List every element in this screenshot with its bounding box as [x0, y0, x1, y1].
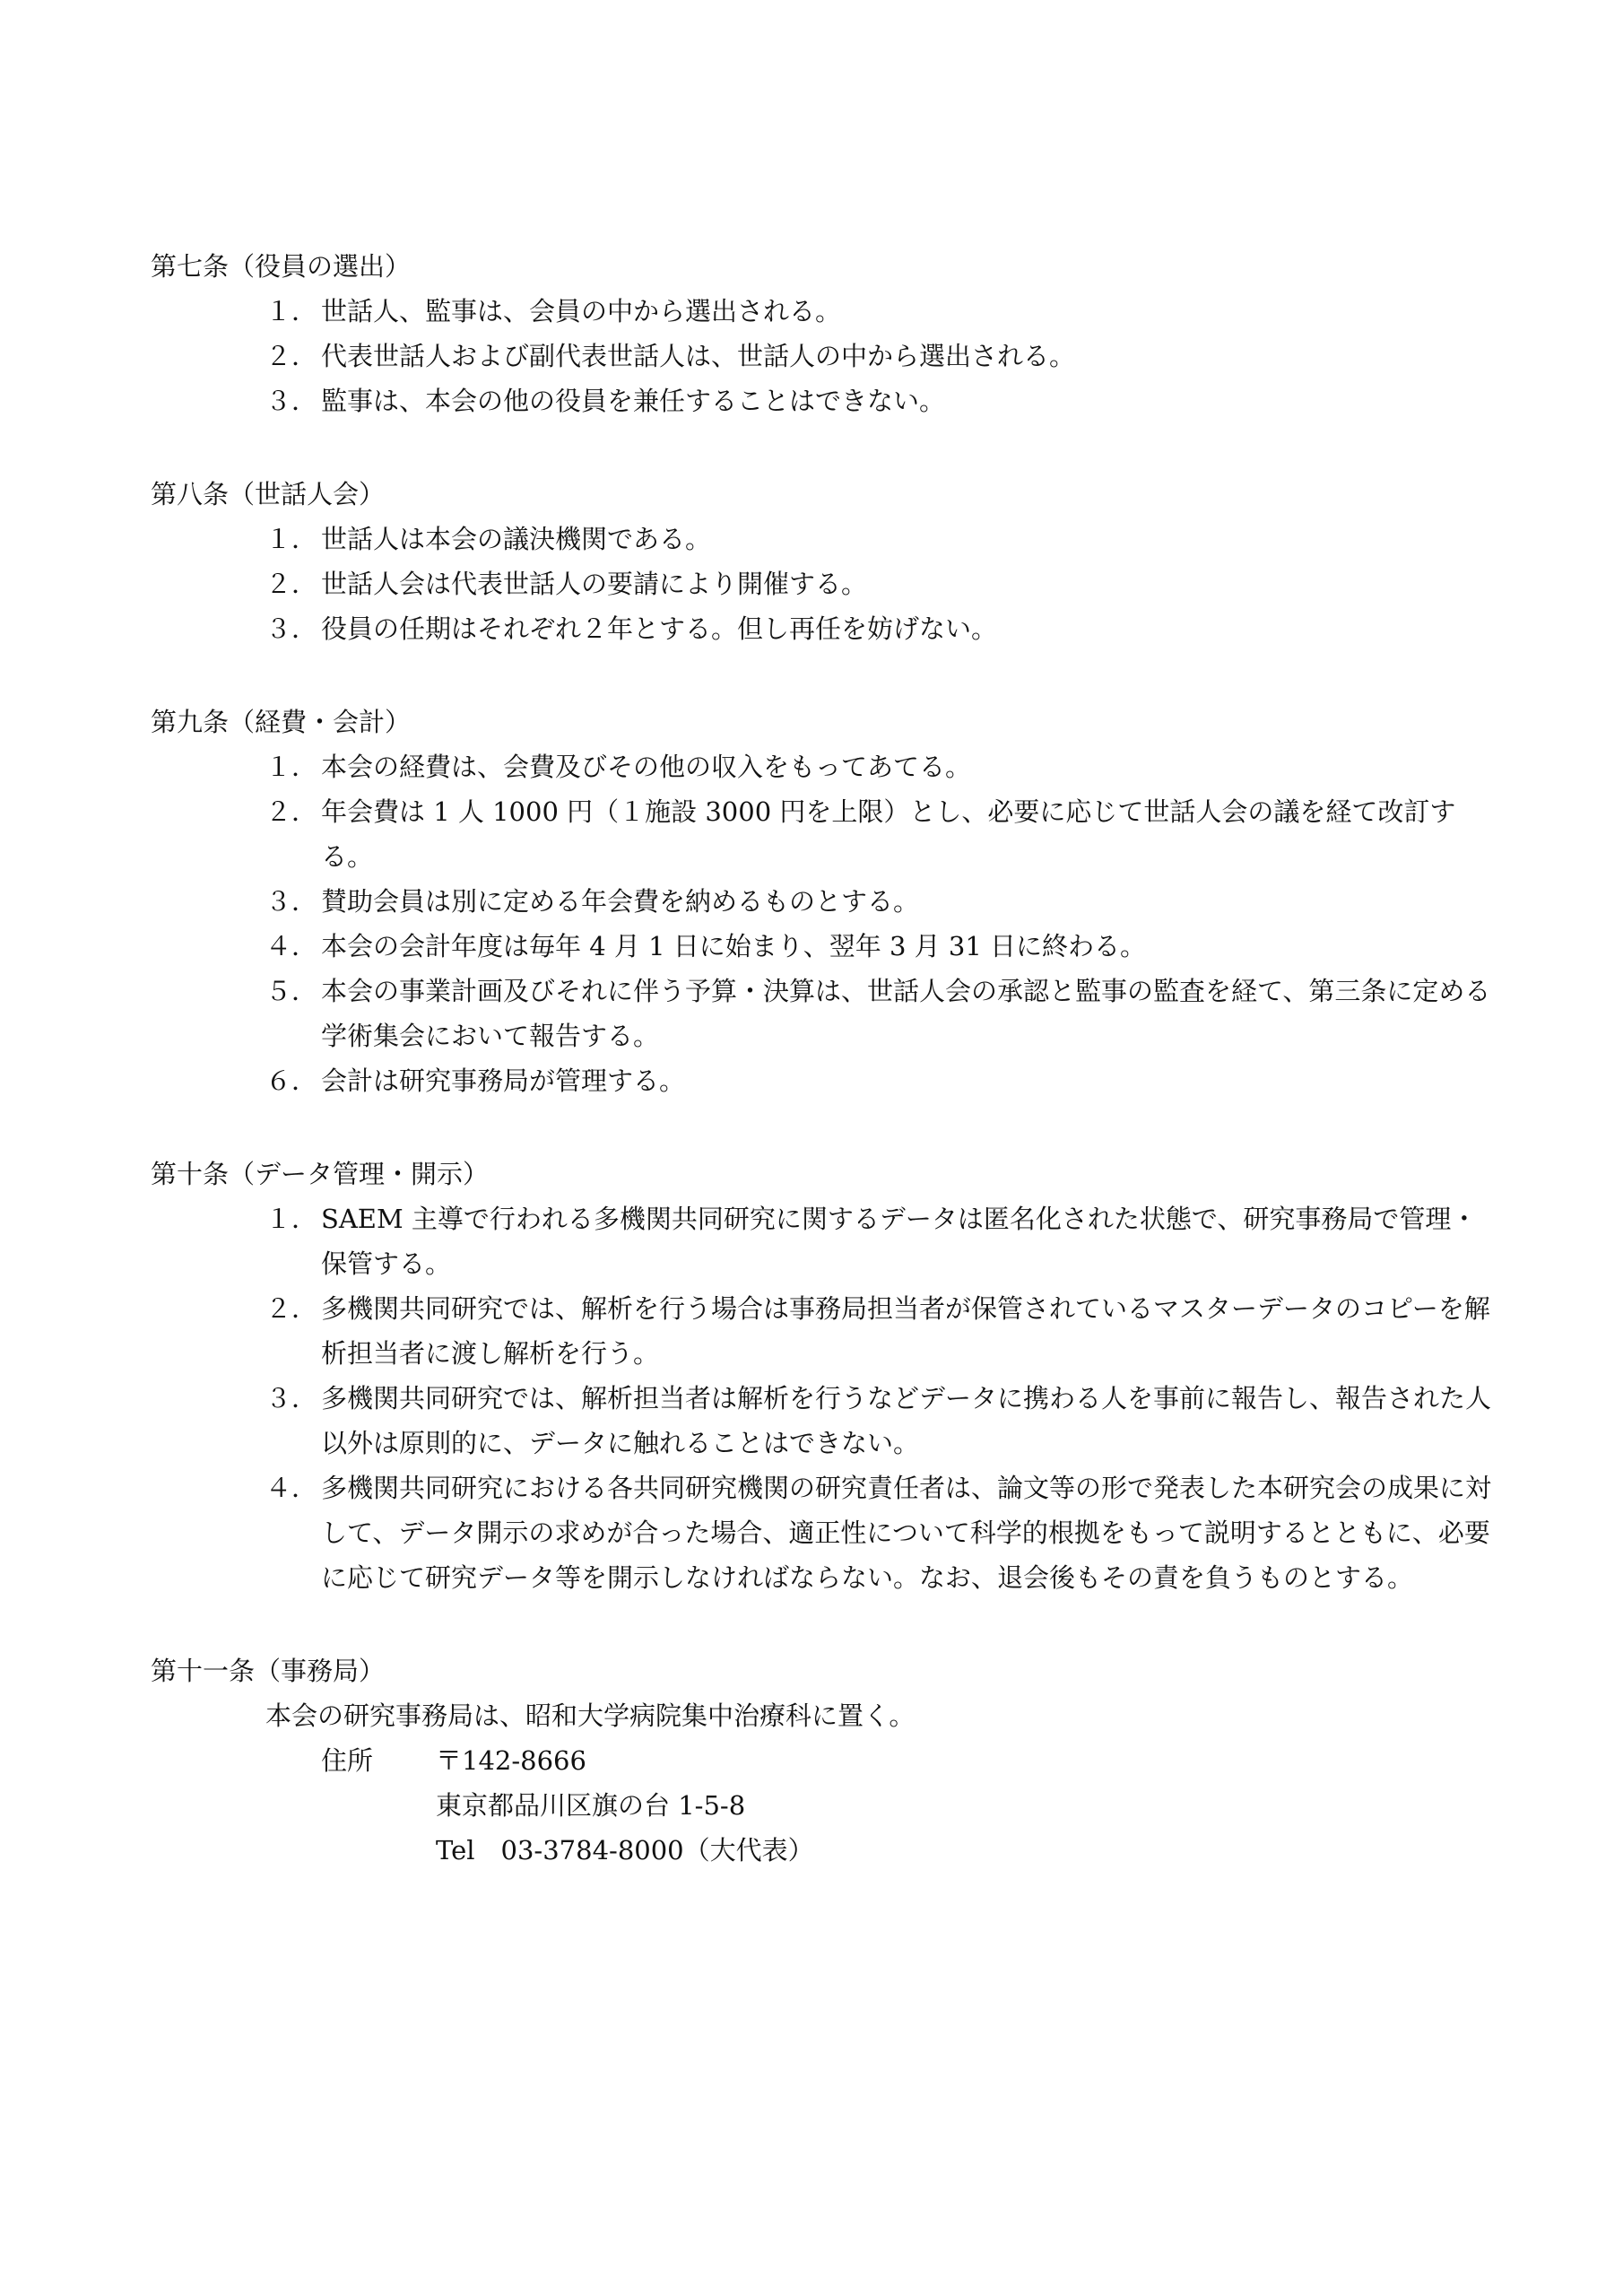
- article-heading: 第十条（データ管理・開示）: [151, 1159, 490, 1189]
- item-text: 会計は研究事務局が管理する。: [321, 1065, 686, 1096]
- item-number: １．: [265, 296, 318, 326]
- article-8: [151, 472, 1496, 651]
- item-number: ４．: [265, 1473, 318, 1503]
- address-line: [151, 1738, 1496, 1783]
- article-item: [151, 789, 1496, 879]
- item-text: 年会費は 1 人 1000 円（１施設 3000 円を上限）とし、必要に応じて世話人会の議を経て改訂する。: [321, 796, 1456, 872]
- item-text: 役員の任期はそれぞれ２年とする。但し再任を妨げない。: [321, 613, 998, 644]
- item-text: 多機関共同研究では、解析担当者は解析を行うなどデータに携わる人を事前に報告し、報告された人以外は原則的に、データに触れることはできない。: [321, 1383, 1492, 1458]
- item-text: 代表世話人および副代表世話人は、世話人の中から選出される。: [321, 341, 1076, 371]
- item-text: 世話人、監事は、会員の中から選出される。: [321, 296, 842, 326]
- article-item: [151, 289, 1496, 334]
- item-number: ３．: [265, 886, 318, 917]
- article-heading: 第七条（役員の選出）: [151, 251, 412, 282]
- item-number: １．: [265, 524, 318, 554]
- telephone: Tel 03-3784-8000（大代表）: [436, 1835, 814, 1866]
- item-text: 監事は、本会の他の役員を兼任することはできない。: [321, 386, 946, 416]
- article-item: [151, 334, 1496, 378]
- postal-code: 〒142-8666: [436, 1745, 586, 1776]
- item-text: 本会の会計年度は毎年 4 月 1 日に始まり、翌年 3 月 31 日に終わる。: [321, 931, 1147, 961]
- article-7: [151, 244, 1496, 423]
- item-text: 本会の事業計画及びそれに伴う予算・決算は、世話人会の承認と監事の監査を経て、第三条に定める学術集会において報告する。: [321, 976, 1491, 1051]
- item-number: ３．: [265, 386, 318, 416]
- article-item: [151, 606, 1496, 651]
- item-text: SAEM 主導で行われる多機関共同研究に関するデータは匿名化された状態で、研究事務局で管理・保管する。: [321, 1204, 1478, 1279]
- item-text: 本会の経費は、会費及びその他の収入をもってあてる。: [321, 752, 972, 782]
- article-item: [151, 1465, 1496, 1600]
- item-text: 賛助会員は別に定める年会費を納めるものとする。: [321, 886, 920, 917]
- item-number: ２．: [265, 1293, 318, 1324]
- article-item: [151, 1058, 1496, 1103]
- item-number: ４．: [265, 931, 318, 961]
- item-number: １．: [265, 752, 318, 782]
- item-number: ３．: [265, 1383, 318, 1413]
- article-item: [151, 924, 1496, 969]
- item-number: ２．: [265, 341, 318, 371]
- article-item: [151, 561, 1496, 606]
- item-number: ２．: [265, 569, 318, 599]
- article-item: [151, 1286, 1496, 1376]
- street-address: 東京都品川区旗の台 1-5-8: [436, 1790, 746, 1821]
- item-number: １．: [265, 1204, 318, 1234]
- document-page: [151, 244, 1496, 1921]
- article-item: [151, 744, 1496, 789]
- item-text: 多機関共同研究における各共同研究機関の研究責任者は、論文等の形で発表した本研究会の成果に対して、データ開示の求めが合った場合、適正性について科学的根拠をもって説明するとともに、必要に応じて研究データ等を開示しなければならない。なお、退会後もその責を負うものとする。: [321, 1473, 1492, 1593]
- article-item: [151, 378, 1496, 423]
- address-label: 住所: [321, 1745, 374, 1776]
- item-text: 世話人会は代表世話人の要請により開催する。: [321, 569, 868, 599]
- office-statement: 本会の研究事務局は、昭和大学病院集中治療科に置く。: [265, 1700, 916, 1731]
- article-heading: 第十一条（事務局）: [151, 1656, 386, 1686]
- article-item: [151, 879, 1496, 924]
- item-number: ６．: [265, 1065, 318, 1096]
- article-9: [151, 700, 1496, 1103]
- article-item: [151, 1196, 1496, 1286]
- item-text: 世話人は本会の議決機関である。: [321, 524, 712, 554]
- item-text: 多機関共同研究では、解析を行う場合は事務局担当者が保管されているマスターデータのコピーを解析担当者に渡し解析を行う。: [321, 1293, 1490, 1369]
- article-10: [151, 1152, 1496, 1600]
- article-11: [151, 1648, 1496, 1873]
- item-number: ５．: [265, 976, 318, 1006]
- article-heading: 第九条（経費・会計）: [151, 707, 412, 737]
- article-heading: 第八条（世話人会）: [151, 479, 386, 509]
- article-item: [151, 517, 1496, 561]
- article-item: [151, 969, 1496, 1058]
- item-number: ３．: [265, 613, 318, 644]
- item-number: ２．: [265, 796, 318, 827]
- article-item: [151, 1376, 1496, 1465]
